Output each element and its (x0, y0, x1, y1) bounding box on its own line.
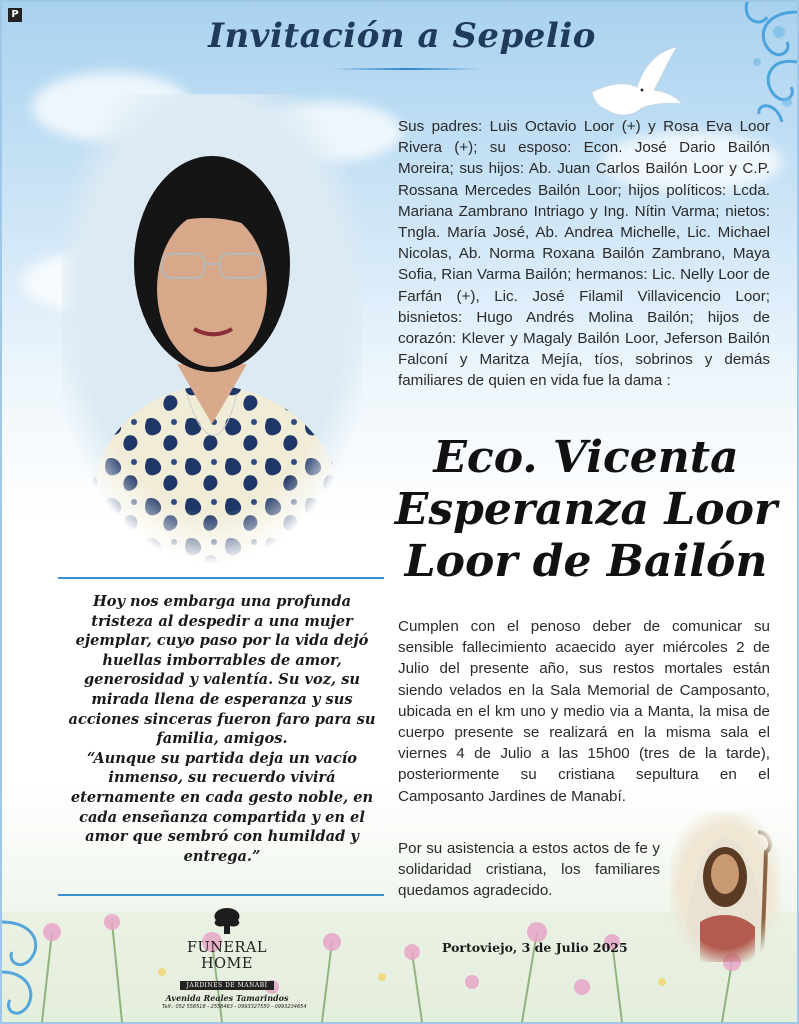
page-title: Invitación a Sepelio (208, 16, 596, 56)
deceased-name-line: Loor de Bailón (404, 536, 768, 587)
thanks-paragraph: Por su asistencia a estos actos de fe y solidaridad cristiana, los familiares quedamos agradecido. (398, 840, 660, 900)
family-members-paragraph: Sus padres: Luis Octavio Loor (+) y Rosa Eva Loor Rivera (+); su esposo: Econ. José Dario Bailón Moreira; sus hijos: Ab. Juan Carlos Bailón Loor y C.P. Rossana Mercedes Bailón Loor; hijos políticos: Lcda. Mariana Zambrano Intriago y Ing. Nítin Varma; nietos: Tngla. María José, Ab. Andrea Michelle, Lic. Michael Nicolas, Ab. Norma Roxana Bailón Zambrano, Maya Sofia, Rian Varma Bailón; hermanos: Lic. Nelly Loor de Farfán (+), Lic. José Filamil Villavicencio Loor; bisnietos: Hugo Andrés Molina Bailón; hijos de corazón: Klever y Magaly Bailón Loor, Jeferson Bailón Falconí y Maritza Mejía, tíos, sobrinos y demás familiares de quien en vida fue la dama : (398, 118, 770, 390)
deceased-name (390, 432, 782, 588)
tribute-top-divider (58, 577, 384, 579)
portrait-photo (62, 94, 362, 564)
swirl-ornament-icon (2, 902, 92, 1022)
place-date: Portoviejo, 3 de Julio 2025 (442, 940, 628, 955)
tree-icon (210, 906, 244, 936)
funeral-home-logo (162, 906, 307, 1010)
deceased-name-line: Eco. Vicenta (433, 432, 739, 483)
funeral-home-subtitle: JARDINES DE MANABÍ (180, 981, 273, 990)
funeral-home-name: FUNERAL HOME (186, 940, 268, 972)
tribute-paragraph: Hoy nos embarga una profunda tristeza al despedir a una mujer ejemplar, cuyo paso por la vida dejó huellas imborrables de amor, generosidad y valentía. Su voz, su mirada llena de esperanza y sus acciones sinceras fueron faro para su familia, amigos. (68, 593, 376, 748)
tribute-quote: “Aunque su partida deja un vacío inmenso, su recuerdo vivirá eternamente en cada gesto noble, en cada enseñanza compartida y en el amor que sembró con humildad y entrega.” (70, 749, 374, 865)
jesus-image (670, 812, 780, 962)
funeral-home-phones: Telf.: 052 558518 - 2558463 - 0993327550 - 0993234654 (162, 1004, 307, 1010)
funeral-home-address: Avenida Reales Tamarindos (165, 993, 289, 1003)
title-divider (332, 68, 482, 70)
tribute-text (62, 592, 382, 866)
swirl-ornament-icon (687, 2, 797, 122)
announcement-paragraph: Cumplen con el penoso deber de comunicar su sensible fallecimiento acaecido ayer miércoles 2 de Julio del presente año, sus restos mortales están siendo velados en la Sala Memorial de Camposanto, ubicada en el km uno y medio via a Manta, la misa de cuerpo presente se realizará en la misma sala el viernes 4 de Julio a las 15h00 (tres de la tarde), posteriormente su cristiana sepultura en el Camposanto Jardines de Manabí. (398, 618, 770, 805)
corner-badge: P (8, 8, 22, 22)
deceased-name-line: Esperanza Loor (394, 484, 778, 535)
